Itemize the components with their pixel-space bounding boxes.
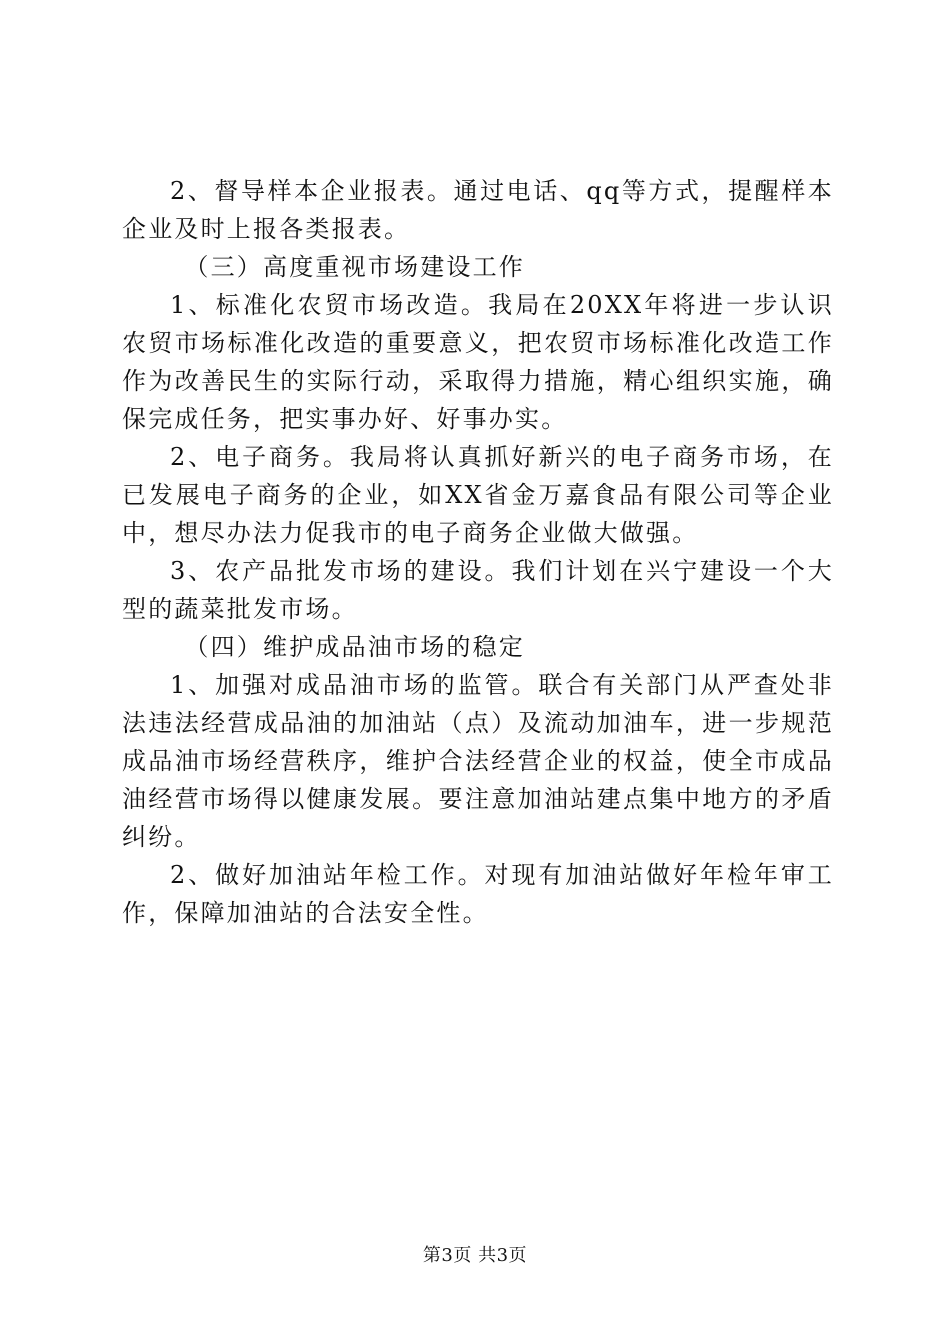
paragraph-farmers-market: 1、标准化农贸市场改造。我局在20XX年将进一步认识农贸市场标准化改造的重要意义，把农贸市场标准化改造工作作为改善民生的实际行动，采取得力措施，精心组织实施，确保完成任务，把实事办好、好事办实。: [122, 291, 834, 433]
paragraph-wholesale-market: 3、农产品批发市场的建设。我们计划在兴宁建设一个大型的蔬菜批发市场。: [122, 557, 834, 623]
paragraph-gas-station-inspection: 2、做好加油站年检工作。对现有加油站做好年检年审工作，保障加油站的合法安全性。: [122, 861, 834, 927]
paragraph-ecommerce: 2、电子商务。我局将认真抓好新兴的电子商务市场，在已发展电子商务的企业，如XX省金万嘉食品有限公司等企业中，想尽办法力促我市的电子商务企业做大做强。: [122, 443, 834, 547]
document-body: [122, 172, 834, 932]
section-heading-oil-market: （四）维护成品油市场的稳定: [184, 633, 525, 661]
section-heading-market-construction: （三）高度重视市场建设工作: [184, 253, 525, 281]
paragraph-oil-supervision: 1、加强对成品油市场的监管。联合有关部门从严查处非法违法经营成品油的加油站（点）及流动加油车，进一步规范成品油市场经营秩序，维护合法经营企业的权益，使全市成品油经营市场得以健康发展。要注意加油站建点集中地方的矛盾纠纷。: [122, 671, 834, 851]
page-footer: 第3页 共3页: [422, 1245, 528, 1266]
paragraph-sample-report: 2、督导样本企业报表。通过电话、qq等方式，提醒样本企业及时上报各类报表。: [122, 177, 834, 243]
